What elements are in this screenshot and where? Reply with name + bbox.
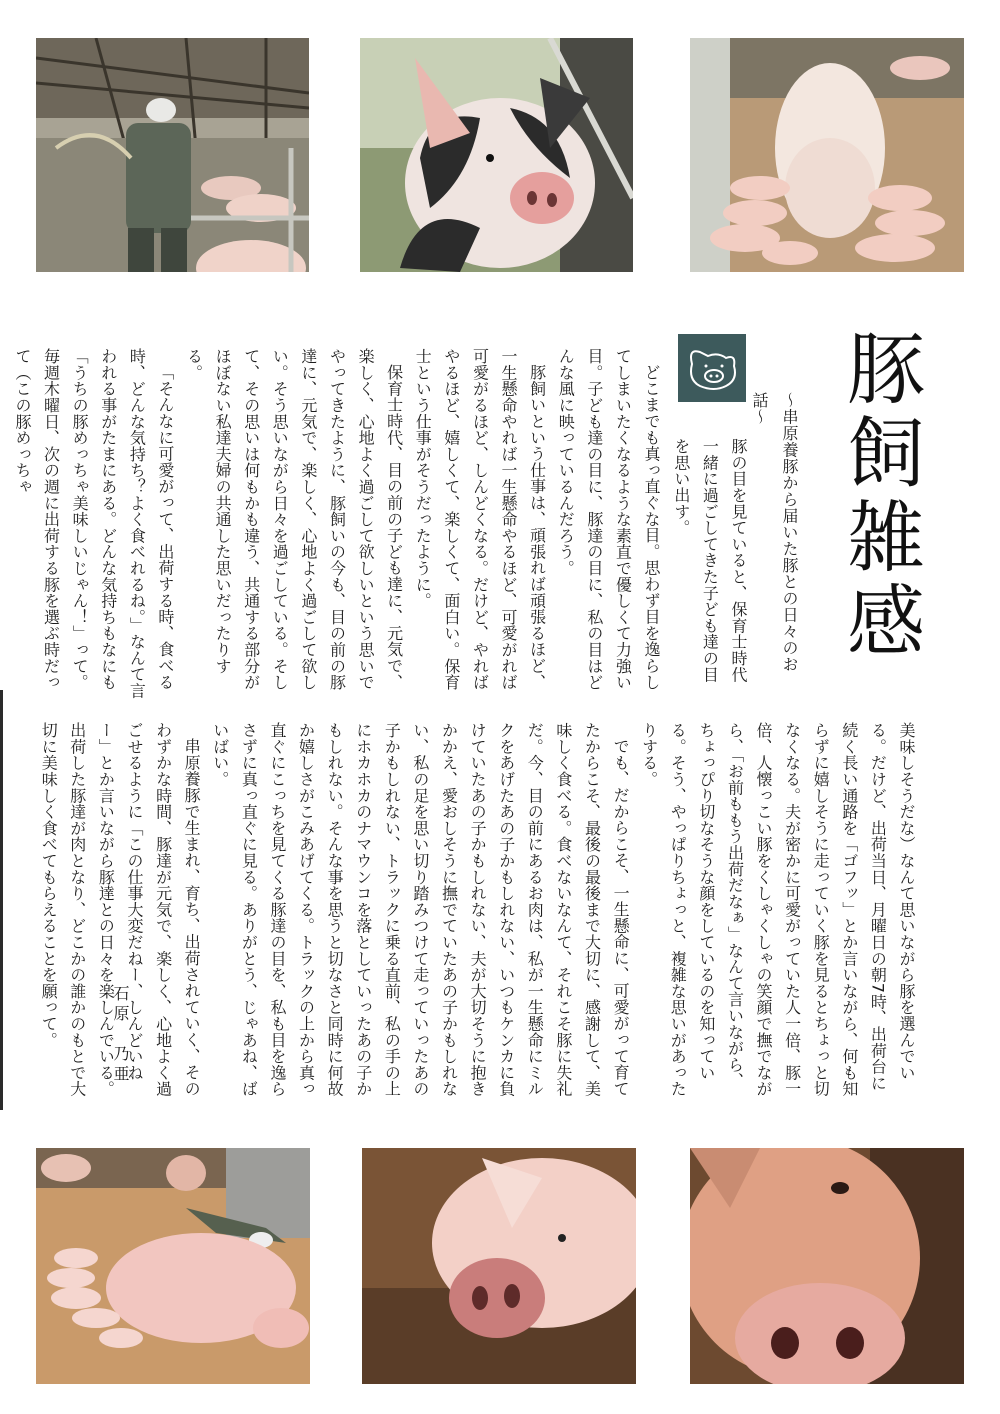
paragraph: 串原養豚で生まれ、育ち、出荷されていく、そのわずかな時間、豚達が元気で、楽しく、心地よく過ごせるように「この仕事大変だねー、しんどいねー」とか言いながら豚達との日々を楽しんでいる。出荷した豚達が肉となり、どこかの誰かのもとで大切に美味しく食べてもらえることを願って。 (39, 722, 202, 1097)
article-body-upper (12, 348, 665, 703)
paragraph: 「そんなに可愛がって、出荷する時、食べる時、どんな気持ち？よく食べれるね。」なんて言われる事がたまにある。どんな気持ちもなにも「うちの豚めっちゃ美味しいじゃん！」って。毎週木曜日、次の週に出荷する豚を選ぶ時だって（この豚めっちゃ (12, 348, 175, 699)
pig-closeup-photo (690, 1148, 964, 1384)
nursing-sow-photo (690, 38, 964, 272)
article-title: 豚飼雑感 (834, 328, 924, 664)
spotted-piglet-photo (360, 38, 633, 272)
paragraph: 豚飼いという仕事は、頑張れば頑張るほど、一生懸命やれば一生懸命やるほど、可愛がれば可愛がるほど、しんどくなる。だけど、やればやるほど、嬉しくて、楽しくて、面白い。保育士という仕事がそうだったように。 (413, 348, 547, 691)
article-subtitle: 〜串原養豚から届いた豚との日々のお話〜 (750, 392, 799, 673)
paragraph: どこまでも真っ直ぐな目。思わず目を逸らしてしまいたくなるような素直で優しくて力強い目。子ども達の目に、豚達の目に、私の目はどんな風に映っているんだろう。 (556, 348, 661, 691)
paragraph: でも、だからこそ、一生懸命に、可愛がって育てたからこそ、最後の最後まで大切に、感謝して、美味しく食べる。食べないなんて、それこそ豚に失礼だ。今、目の前にあるお肉は、私が一生懸命にミルクをあげたあの子かもしれない、いつもケンカに負けていたあの子かもしれない、夫が大切そうに抱きかかえ、愛おしそうに撫でていたあの子かもしれない、私の足を思い切り踏みつけて走っていったあの子かもしれない、トラックに乗る直前、私の手の上にホカホカのナマウンコを落としていったあの子かもしれない。そんな事を思うと切なさと同時に何故か嬉しさがこみあげてくる。トラックの上から真っ直ぐにこっちを見てくる豚達の目を、私も目を逸らさずに真っ直ぐに見る。ありがとう、じゃあね、ばいばい。 (210, 722, 631, 1097)
pig-snout-photo (362, 1148, 636, 1384)
sow-and-farmer-photo (36, 1148, 310, 1384)
paragraph: 保育士時代、目の前の子ども達に、元気で、楽しく、心地よく過ごして欲しいという思いでやってきたように、豚飼いの今も、目の前の豚達に、元気で、楽しく、心地よく過ごして欲しい。そう思いながら日々を過ごしている。そして、その思いは何もかも違う、共通する部分がほぼない私達夫婦の共通した思いだったりする。 (184, 348, 404, 691)
page-edge-line (0, 690, 3, 1110)
intro-paragraph: 豚の目を見ていると、保育士時代一緒に過ごしてきた子ども達の目を思い出す。 (671, 438, 748, 683)
farmer-in-barn-photo (36, 38, 309, 272)
pig-icon (678, 334, 746, 402)
author-name: 石原 乃亜 (111, 985, 130, 1085)
paragraph: 美味しそうだな）なんて思いながら豚を選んでいる。だけど、出荷当日、月曜日の朝7時、出荷台に続く長い通路を「ゴフッ」とか言いながら、何も知らずに嬉しそうに走っていく豚を見るとちょっと切なくなる。夫が密かに可愛がっていた人一倍、豚一倍、人懐っこい豚をくしゃくしゃの笑顔で撫でながら、「お前ももう出荷だなぁ」なんて言いながら、ちょっぴり切なそうな顔をしているのを知っている。そう、やっぱりちょっと、複雑な思いがあったりする。 (639, 722, 916, 1097)
article-intro (672, 438, 752, 698)
